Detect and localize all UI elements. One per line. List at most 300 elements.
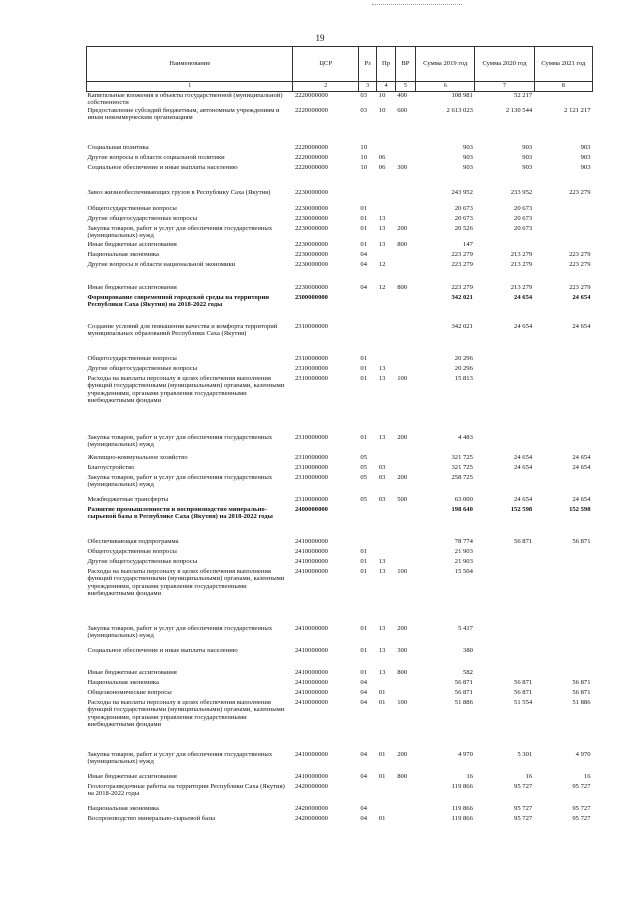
row-rz: 04 — [360, 698, 367, 706]
row-sum-2019: 15 813 — [454, 374, 473, 382]
row-sum-2019: 903 — [463, 143, 473, 151]
row-sum-2019: 903 — [463, 163, 473, 171]
row-sum-2019: 20 673 — [454, 214, 473, 222]
row-csr: 2310000000 — [294, 364, 328, 372]
row-rz: 01 — [360, 204, 367, 212]
row-csr: 2400000000 — [294, 505, 328, 513]
header-sum-2020: Сумма 2020 год — [475, 47, 534, 82]
row-sum-2020 — [475, 558, 534, 568]
row-pr: 13 — [378, 433, 386, 441]
row-csr: 2220000000 — [294, 143, 328, 151]
row-vr — [395, 548, 415, 558]
row-sum-2020: 24 654 — [514, 453, 533, 461]
row-name: Социальная политика — [87, 143, 149, 151]
column-number: 2 — [293, 82, 358, 92]
row-sum-2020: 20 673 — [514, 214, 533, 222]
row-sum-2019: 258 725 — [451, 473, 473, 481]
row-csr: 2410000000 — [294, 646, 328, 654]
row-sum-2019: 4 970 — [458, 750, 473, 758]
row-pr: 13 — [378, 567, 386, 575]
row-sum-2020 — [475, 241, 534, 251]
row-sum-2019: 223 279 — [451, 250, 473, 258]
row-name: Закупка товаров, работ и услуг для обеспечения государственных (муниципальных) нужд — [87, 624, 273, 640]
row-sum-2020: 24 654 — [514, 463, 533, 471]
row-rz: 01 — [360, 240, 367, 248]
row-sum-2020: 51 554 — [514, 698, 533, 706]
row-sum-2019: 16 — [466, 772, 473, 780]
row-sum-2021: 223 279 — [569, 250, 591, 258]
column-number: 6 — [416, 82, 475, 92]
row-sum-2019: 20 296 — [454, 354, 473, 362]
table-row — [87, 538, 593, 548]
row-pr — [377, 506, 395, 538]
row-sum-2019: 119 866 — [451, 814, 473, 822]
row-pr: 13 — [378, 214, 386, 222]
row-pr: 13 — [378, 668, 386, 676]
row-rz: 05 — [360, 463, 367, 471]
row-vr: 800 — [397, 772, 408, 780]
row-sum-2019: 223 279 — [451, 283, 473, 291]
row-pr — [377, 144, 395, 154]
page-number: 19 — [315, 33, 325, 43]
row-vr: 100 — [397, 698, 408, 706]
row-sum-2021: 16 — [583, 772, 591, 780]
row-vr — [395, 558, 415, 568]
row-csr: 2310000000 — [294, 433, 328, 441]
row-rz: 01 — [360, 567, 367, 575]
table-row — [87, 496, 593, 506]
row-csr: 2230000000 — [294, 260, 328, 268]
row-pr: 13 — [378, 557, 386, 565]
row-sum-2019: 20 673 — [454, 204, 473, 212]
row-vr — [395, 144, 415, 154]
row-rz: 05 — [360, 473, 367, 481]
row-rz: 01 — [360, 668, 367, 676]
row-sum-2019: 4 483 — [458, 433, 473, 441]
row-sum-2021 — [534, 241, 592, 251]
row-csr: 2310000000 — [294, 495, 328, 503]
row-sum-2021 — [534, 375, 592, 434]
row-sum-2021: 56 871 — [572, 688, 591, 696]
row-sum-2021: 2 121 217 — [564, 106, 591, 114]
row-name: Геологоразведочные работы на территории Республики Саха (Якутия) на 2018-2022 годы — [87, 782, 285, 798]
table-row — [87, 189, 593, 205]
row-sum-2020 — [475, 625, 534, 647]
table-row — [87, 323, 593, 355]
row-vr: 100 — [397, 567, 408, 575]
row-name: Развитие промышленности и воспроизводство минерально-сырьевой базы в Республике Саха (Якутия) на 2018-2022 годы — [87, 505, 273, 521]
row-name: Благоустройство — [87, 463, 135, 471]
row-sum-2020: 56 871 — [514, 678, 533, 686]
row-vr — [395, 355, 415, 365]
row-csr: 2220000000 — [294, 153, 328, 161]
row-csr: 2230000000 — [294, 240, 328, 248]
table-row — [87, 805, 593, 815]
row-vr — [395, 805, 415, 815]
row-rz: 01 — [360, 214, 367, 222]
row-sum-2019: 5 437 — [458, 624, 473, 632]
column-number: 8 — [534, 82, 592, 92]
row-csr: 2410000000 — [294, 547, 328, 555]
row-sum-2021: 95 727 — [572, 814, 591, 822]
row-sum-2020 — [475, 474, 534, 496]
row-name: Предоставление субсидий бюджетным, автономным учреждениям и иным некоммерческим организациям — [87, 106, 280, 122]
row-pr — [377, 189, 395, 205]
row-name: Общегосударственные вопросы — [87, 547, 177, 555]
row-sum-2019: 2 613 023 — [446, 106, 473, 114]
row-csr: 2230000000 — [294, 204, 328, 212]
row-csr: 2230000000 — [294, 283, 328, 291]
row-name: Расходы на выплаты персоналу в целях обеспечения выполнения функций государственными (муниципальными) органами, казенными учреждениями, органами управления государственными внебюджетными фондами — [87, 567, 285, 598]
row-sum-2019: 56 871 — [454, 678, 473, 686]
row-sum-2020: 213 279 — [510, 283, 533, 291]
row-sum-2021: 24 654 — [572, 453, 591, 461]
table-row — [87, 164, 593, 189]
row-vr: 200 — [397, 473, 408, 481]
header-csr: ЦСР — [293, 47, 358, 82]
row-vr: 200 — [397, 750, 408, 758]
row-sum-2020 — [475, 669, 534, 679]
row-csr: 2310000000 — [294, 374, 328, 382]
row-pr — [377, 548, 395, 558]
row-name: Социальное обеспечение и иные выплаты населению — [87, 163, 238, 171]
row-csr: 2310000000 — [294, 463, 328, 471]
header-vr: ВР — [395, 47, 415, 82]
row-rz — [358, 189, 376, 205]
row-rz: 01 — [360, 354, 367, 362]
row-pr: 03 — [378, 473, 386, 481]
row-csr: 2420000000 — [294, 804, 328, 812]
row-vr — [395, 365, 415, 375]
row-sum-2020: 56 871 — [514, 537, 533, 545]
row-rz: 04 — [360, 260, 367, 268]
row-name: Другие общегосударственные вопросы — [87, 364, 198, 372]
row-sum-2021: 152 598 — [569, 505, 591, 513]
row-sum-2019: 51 886 — [454, 698, 473, 706]
row-pr: 01 — [378, 772, 386, 780]
row-name: Закупка товаров, работ и услуг для обеспечения государственных (муниципальных) нужд — [87, 433, 273, 449]
row-pr: 01 — [378, 814, 386, 822]
row-name: Другие вопросы в области национальной экономики — [87, 260, 236, 268]
row-rz: 01 — [360, 547, 367, 555]
row-name: Жилищно-коммунальное хозяйство — [87, 453, 188, 461]
table-row — [87, 154, 593, 164]
row-sum-2019: 342 021 — [451, 293, 473, 301]
row-rz: 03 — [360, 92, 367, 99]
row-sum-2021: 4 970 — [575, 750, 591, 758]
row-sum-2020: 95 727 — [514, 782, 533, 790]
row-sum-2019: 321 725 — [451, 453, 473, 461]
row-vr — [395, 261, 415, 284]
table-row — [87, 294, 593, 323]
row-pr — [377, 323, 395, 355]
row-sum-2020: 20 673 — [514, 224, 533, 232]
row-vr — [395, 251, 415, 261]
row-vr — [395, 154, 415, 164]
row-rz — [358, 506, 376, 538]
row-name: Иные бюджетные ассигнования — [87, 240, 177, 248]
row-sum-2021: 903 — [580, 143, 591, 151]
row-pr: 03 — [378, 463, 386, 471]
row-rz: 01 — [360, 224, 367, 232]
row-vr: 300 — [397, 163, 408, 171]
row-sum-2021 — [534, 225, 592, 241]
row-sum-2021: 24 654 — [572, 293, 591, 301]
table-row — [87, 625, 593, 647]
row-sum-2021 — [534, 205, 592, 215]
row-rz: 04 — [360, 814, 367, 822]
row-pr — [377, 355, 395, 365]
row-rz: 04 — [360, 688, 367, 696]
row-pr — [377, 454, 395, 464]
row-sum-2019: 119 866 — [451, 782, 473, 790]
row-sum-2021: 24 654 — [572, 463, 591, 471]
row-name: Закупка товаров, работ и услуг для обеспечения государственных (муниципальных) нужд — [87, 473, 273, 489]
row-rz: 10 — [360, 153, 367, 161]
row-pr — [377, 783, 395, 805]
row-sum-2020: 5 301 — [517, 750, 533, 758]
row-pr: 13 — [378, 624, 386, 632]
header-sum-2019: Сумма 2019 год — [416, 47, 475, 82]
header-rz: Рз — [358, 47, 376, 82]
row-csr: 2230000000 — [294, 188, 328, 196]
table-header — [87, 47, 593, 92]
row-csr: 2220000000 — [294, 92, 328, 99]
row-vr: 400 — [397, 92, 408, 99]
row-name: Обеспечивающая подпрограмма — [87, 537, 179, 545]
row-rz: 01 — [360, 646, 367, 654]
row-pr: 13 — [378, 646, 386, 654]
row-name: Формирование современной городской среды на территории Республики Саха (Якутия) на 2018-2022 годы — [87, 293, 270, 309]
row-sum-2021 — [534, 625, 592, 647]
row-name: Завоз жизнеобеспечивающих грузов в Республику Саха (Якутия) — [87, 188, 271, 196]
row-vr — [395, 215, 415, 225]
table-row — [87, 454, 593, 464]
row-vr — [395, 506, 415, 538]
row-sum-2019: 78 774 — [454, 537, 473, 545]
row-sum-2019: 56 871 — [454, 688, 473, 696]
row-rz: 01 — [360, 364, 367, 372]
row-vr: 500 — [397, 495, 408, 503]
table-row — [87, 92, 593, 107]
row-sum-2020: 95 727 — [514, 814, 533, 822]
row-rz — [358, 323, 376, 355]
row-csr: 2410000000 — [294, 698, 328, 706]
row-pr: 13 — [378, 240, 386, 248]
row-csr: 2410000000 — [294, 750, 328, 758]
scan-mark — [372, 4, 462, 6]
row-rz: 01 — [360, 374, 367, 382]
row-sum-2020: 24 654 — [514, 495, 533, 503]
row-sum-2021 — [534, 548, 592, 558]
table-row — [87, 225, 593, 241]
row-name: Иные бюджетные ассигнования — [87, 772, 177, 780]
row-sum-2019: 63 000 — [454, 495, 473, 503]
row-rz: 01 — [360, 557, 367, 565]
row-name: Иные бюджетные ассигнования — [87, 668, 177, 676]
row-name: Межбюджетные трансферты — [87, 495, 169, 503]
row-sum-2021 — [534, 365, 592, 375]
row-name: Социальное обеспечение и иные выплаты населению — [87, 646, 238, 654]
row-sum-2019: 342 021 — [451, 322, 473, 330]
row-sum-2019: 903 — [463, 153, 473, 161]
row-pr: 10 — [378, 106, 386, 114]
row-vr: 100 — [397, 374, 408, 382]
row-sum-2019: 198 640 — [451, 505, 473, 513]
table-row — [87, 261, 593, 284]
row-csr: 2410000000 — [294, 537, 328, 545]
row-vr: 600 — [397, 106, 408, 114]
row-name: Иные бюджетные ассигнования — [87, 283, 177, 291]
row-sum-2021: 223 279 — [569, 260, 591, 268]
column-number: 5 — [395, 82, 415, 92]
row-vr — [395, 205, 415, 215]
row-rz: 04 — [360, 678, 367, 686]
row-csr: 2420000000 — [294, 814, 328, 822]
row-sum-2021: 95 727 — [572, 804, 591, 812]
table-row — [87, 751, 593, 773]
row-csr: 2220000000 — [294, 163, 328, 171]
row-name: Другие общегосударственные вопросы — [87, 214, 198, 222]
row-pr — [377, 251, 395, 261]
row-name: Закупка товаров, работ и услуг для обеспечения государственных (муниципальных) нужд — [87, 750, 273, 766]
row-vr — [395, 323, 415, 355]
row-sum-2021: 24 654 — [572, 495, 591, 503]
row-vr: 200 — [397, 224, 408, 232]
row-csr: 2310000000 — [294, 453, 328, 461]
row-name: Воспроизводство минерально-сырьевой базы — [87, 814, 216, 822]
row-sum-2019: 243 952 — [451, 188, 473, 196]
row-csr: 2410000000 — [294, 624, 328, 632]
row-csr: 2230000000 — [294, 250, 328, 258]
table-row — [87, 434, 593, 454]
column-number: 1 — [87, 82, 293, 92]
row-sum-2019: 147 — [463, 240, 473, 248]
row-sum-2020 — [475, 375, 534, 434]
row-pr — [377, 294, 395, 323]
row-csr: 2420000000 — [294, 782, 328, 790]
row-sum-2020: 233 952 — [510, 188, 533, 196]
table-row — [87, 375, 593, 434]
row-rz: 01 — [360, 624, 367, 632]
table-row — [87, 679, 593, 689]
row-pr — [377, 205, 395, 215]
row-name: Общегосударственные вопросы — [87, 354, 177, 362]
row-sum-2019: 108 981 — [451, 92, 473, 99]
row-sum-2020: 56 871 — [514, 688, 533, 696]
table-row — [87, 669, 593, 679]
table-row — [87, 464, 593, 474]
row-vr — [395, 815, 415, 825]
table-row — [87, 548, 593, 558]
row-sum-2020: 24 654 — [514, 293, 533, 301]
row-csr: 2230000000 — [294, 224, 328, 232]
table-row — [87, 647, 593, 669]
row-rz — [358, 294, 376, 323]
row-rz: 05 — [360, 495, 367, 503]
row-vr: 800 — [397, 283, 408, 291]
row-pr: 12 — [378, 260, 386, 268]
row-pr: 06 — [378, 163, 386, 171]
row-vr — [395, 454, 415, 464]
table-row — [87, 815, 593, 825]
row-sum-2019: 21 903 — [454, 557, 473, 565]
row-name: Общеэкономические вопросы — [87, 688, 172, 696]
row-sum-2020: 903 — [522, 143, 533, 151]
row-vr — [395, 464, 415, 474]
row-vr: 200 — [397, 624, 408, 632]
row-rz: 04 — [360, 750, 367, 758]
table-row — [87, 241, 593, 251]
row-sum-2019: 321 725 — [451, 463, 473, 471]
row-sum-2020 — [475, 647, 534, 669]
row-pr — [377, 805, 395, 815]
row-pr: 10 — [378, 92, 386, 99]
header-name: Наименование — [87, 47, 293, 82]
row-sum-2020: 95 727 — [514, 804, 533, 812]
row-rz: 03 — [360, 106, 367, 114]
row-name: Национальная экономика — [87, 804, 159, 812]
row-sum-2020: 903 — [522, 163, 533, 171]
row-name: Национальная экономика — [87, 250, 159, 258]
row-pr — [377, 679, 395, 689]
row-name: Другие общегосударственные вопросы — [87, 557, 198, 565]
table-row — [87, 284, 593, 294]
row-pr: 06 — [378, 153, 386, 161]
row-name: Создание условий для повышения качества и комфорта территорий муниципальных образований Республики Саха (Якутия) — [87, 322, 278, 338]
row-sum-2021: 56 871 — [572, 678, 591, 686]
header-pr: Пр — [377, 47, 395, 82]
row-sum-2021 — [534, 215, 592, 225]
row-sum-2020: 213 279 — [510, 260, 533, 268]
table-row — [87, 783, 593, 805]
row-name: Другие вопросы в области социальной политики — [87, 153, 225, 161]
row-vr: 800 — [397, 668, 408, 676]
row-sum-2020: 16 — [525, 772, 533, 780]
table-row — [87, 365, 593, 375]
row-csr: 2310000000 — [294, 354, 328, 362]
table-row — [87, 355, 593, 365]
row-pr: 12 — [378, 283, 386, 291]
row-sum-2020 — [475, 568, 534, 625]
row-sum-2020 — [475, 365, 534, 375]
row-sum-2021: 51 886 — [572, 698, 591, 706]
table-row — [87, 251, 593, 261]
row-sum-2020: 52 217 — [514, 92, 533, 99]
row-rz: 01 — [360, 433, 367, 441]
row-vr — [395, 189, 415, 205]
row-sum-2020 — [475, 355, 534, 365]
header-sum-2021: Сумма 2021 год — [534, 47, 592, 82]
row-pr: 01 — [378, 750, 386, 758]
row-csr: 2310000000 — [294, 322, 328, 330]
row-sum-2020: 903 — [522, 153, 533, 161]
row-vr — [395, 294, 415, 323]
row-sum-2021 — [534, 558, 592, 568]
row-rz: 04 — [360, 804, 367, 812]
table-row — [87, 568, 593, 625]
row-sum-2021: 223 279 — [569, 188, 591, 196]
row-sum-2020: 213 279 — [510, 250, 533, 258]
header-row — [87, 47, 593, 82]
row-vr — [395, 679, 415, 689]
row-pr — [377, 538, 395, 548]
table-row — [87, 506, 593, 538]
row-sum-2021 — [534, 568, 592, 625]
column-number: 3 — [358, 82, 376, 92]
row-csr: 2410000000 — [294, 668, 328, 676]
table-row — [87, 699, 593, 751]
